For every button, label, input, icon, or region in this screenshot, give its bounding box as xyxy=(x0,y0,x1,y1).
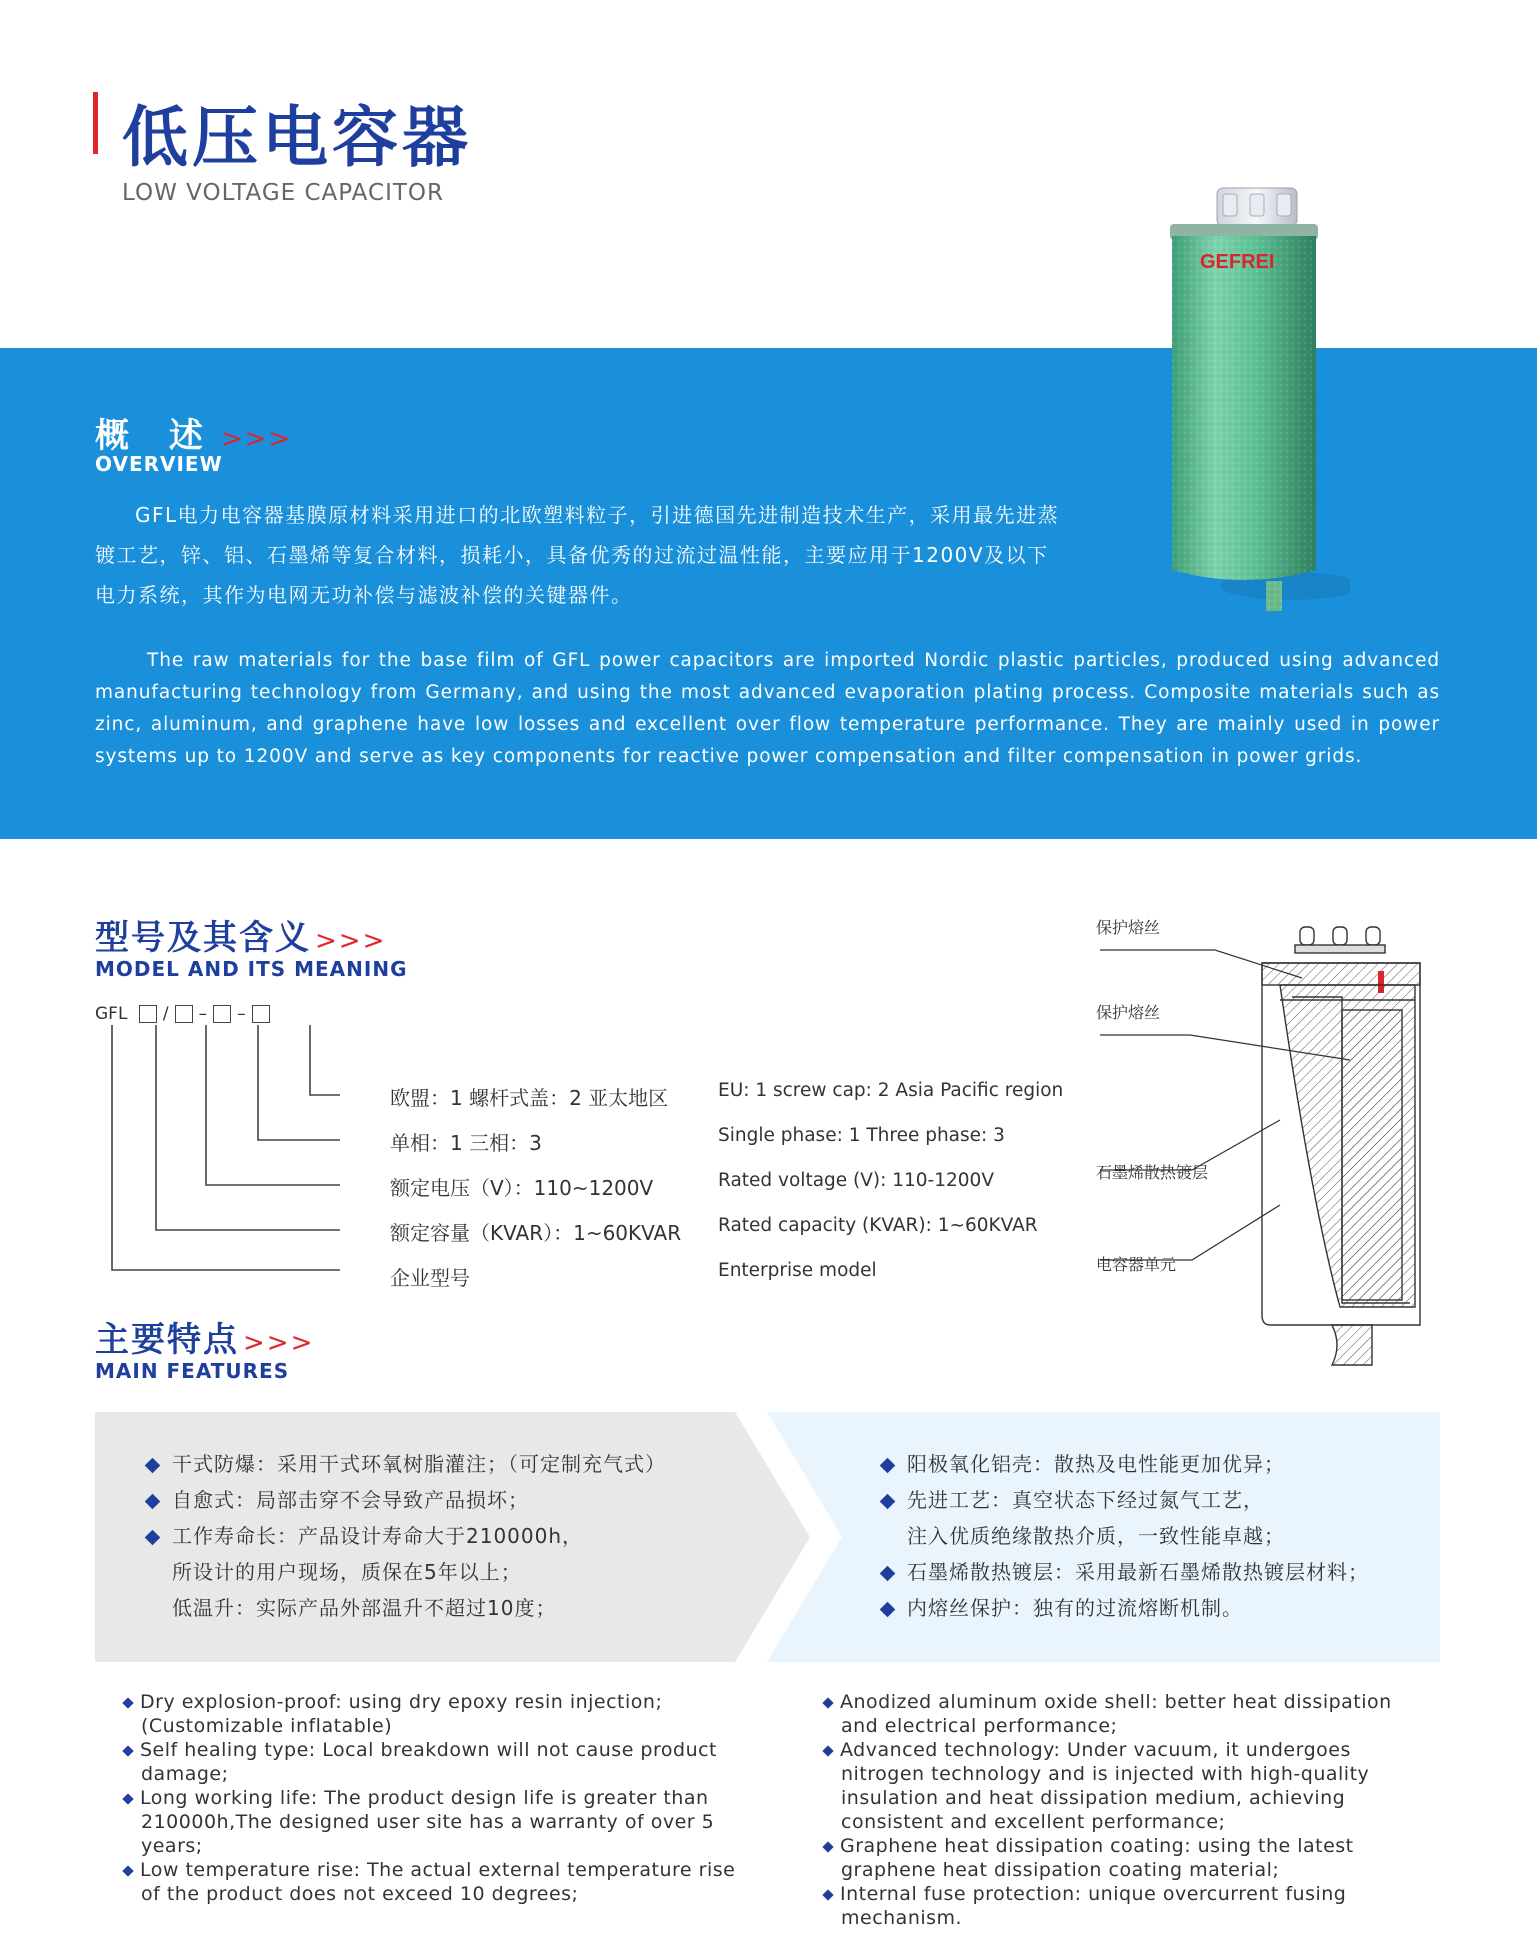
diamond-bullet-icon xyxy=(122,1745,133,1756)
feature-en-item: Internal fuse protection: unique overcurrent fusing xyxy=(824,1882,1424,1906)
title-arrows: >>> xyxy=(315,926,387,956)
diagram-label: 保护熔丝 xyxy=(1096,918,1161,937)
features-right-cn xyxy=(882,1446,1369,1626)
feature-en-cont: mechanism. xyxy=(841,1907,963,1929)
feature-item: 工作寿命长：产品设计寿命大于210000h， xyxy=(147,1518,666,1554)
diagram-label: 石墨烯散热镀层 xyxy=(1096,1163,1209,1182)
title-arrows: >>> xyxy=(220,424,293,454)
feature-item-cont: 所设计的用户现场，质保在5年以上； xyxy=(172,1560,522,1584)
model-item-cn: 单相：1 三相：3 xyxy=(390,1131,542,1155)
feature-en-item: Dry explosion-proof: using dry epoxy resin injection; xyxy=(124,1690,764,1714)
feature-en-cont: consistent and excellent performance; xyxy=(841,1811,1226,1833)
diamond-bullet-icon xyxy=(122,1697,133,1708)
diamond-bullet-icon xyxy=(145,1530,161,1546)
title-accent-bar xyxy=(93,92,98,154)
feature-en-cont: insulation and heat dissipation medium, achieving xyxy=(841,1787,1346,1809)
feature-en-item: Self healing type: Local breakdown will not cause product xyxy=(124,1738,764,1762)
capacitor-cross-section-diagram xyxy=(1080,905,1440,1375)
feature-item: 石墨烯散热镀层：采用最新石墨烯散热镀层材料； xyxy=(882,1554,1369,1590)
diamond-bullet-icon xyxy=(822,1697,833,1708)
feature-item-cont: 低温升：实际产品外部温升不超过10度； xyxy=(172,1596,557,1620)
model-title-en: MODEL AND ITS MEANING xyxy=(95,957,408,981)
diamond-bullet-icon xyxy=(880,1602,896,1618)
overview-text-cn: GFL电力电容器基膜原材料采用进口的北欧塑料粒子，引进德国先进制造技术生产，采用最先进蒸镀工艺，锌、铝、石墨烯等复合材料，损耗小，具备优秀的过流过温性能，主要应用于1200V及以下电力系统，其作为电网无功补偿与滤波补偿的关键器件。 xyxy=(95,503,1060,607)
features-title: 主要特点 >>> xyxy=(95,1320,315,1360)
feature-en-item: Long working life: The product design life is greater than xyxy=(124,1786,764,1810)
brand-logo: GEFREI xyxy=(1200,251,1275,273)
model-prefix: GFL xyxy=(95,1004,128,1024)
feature-item-cont: 注入优质绝缘散热介质，一致性能卓越； xyxy=(907,1524,1285,1548)
model-item-en: Rated capacity (KVAR): 1~60KVAR xyxy=(718,1215,1038,1236)
model-item-en: EU: 1 screw cap: 2 Asia Pacific region xyxy=(718,1080,1064,1101)
model-item-en: Enterprise model xyxy=(718,1260,877,1281)
model-item-cn: 欧盟：1 螺杆式盖：2 亚太地区 xyxy=(390,1086,669,1110)
feature-en-item: Graphene heat dissipation coating: using the latest xyxy=(824,1834,1424,1858)
page-title: 低压电容器 xyxy=(122,99,472,176)
title-arrows: >>> xyxy=(243,1328,315,1358)
feature-item: 阳极氧化铝壳：散热及电性能更加优异； xyxy=(882,1446,1369,1482)
diamond-bullet-icon xyxy=(822,1745,833,1756)
model-code xyxy=(95,1004,276,1024)
diamond-bullet-icon xyxy=(145,1494,161,1510)
diagram-label: 电容器单元 xyxy=(1096,1255,1177,1274)
page-subtitle: LOW VOLTAGE CAPACITOR xyxy=(122,180,444,206)
features-right-en xyxy=(824,1690,1424,1930)
placeholder-box xyxy=(213,1005,231,1023)
overview-title-en: OVERVIEW xyxy=(95,452,223,476)
feature-en-cont: (Customizable inflatable) xyxy=(141,1715,393,1737)
feature-en-cont: 210000h,The designed user site has a warranty of over 5 xyxy=(141,1811,715,1833)
model-item-cn: 企业型号 xyxy=(390,1266,470,1290)
feature-en-cont: of the product does not exceed 10 degrees; xyxy=(141,1883,579,1905)
features-title-en: MAIN FEATURES xyxy=(95,1359,290,1383)
diamond-bullet-icon xyxy=(822,1889,833,1900)
model-leader-lines xyxy=(100,1025,340,1285)
feature-item: 自愈式：局部击穿不会导致产品损坏； xyxy=(147,1482,666,1518)
diamond-bullet-icon xyxy=(880,1458,896,1474)
feature-en-item: Advanced technology: Under vacuum, it undergoes xyxy=(824,1738,1424,1762)
feature-item: 先进工艺：真空状态下经过氮气工艺， xyxy=(882,1482,1369,1518)
feature-en-item: Low temperature rise: The actual external temperature rise xyxy=(124,1858,764,1882)
model-sep: – xyxy=(198,1004,208,1024)
feature-en-cont: and electrical performance; xyxy=(841,1715,1118,1737)
feature-en-cont: damage; xyxy=(141,1763,229,1785)
model-item-en: Rated voltage (V): 110-1200V xyxy=(718,1170,994,1191)
diagram-label: 保护熔丝 xyxy=(1096,1003,1161,1022)
feature-en-cont: years; xyxy=(141,1835,203,1857)
model-title: 型号及其含义 >>> xyxy=(95,918,387,958)
model-item-cn: 额定电压（V）：110~1200V xyxy=(390,1176,654,1200)
diamond-bullet-icon xyxy=(122,1865,133,1876)
placeholder-box xyxy=(175,1005,193,1023)
capacitor-product-image xyxy=(1160,186,1350,626)
diamond-bullet-icon xyxy=(145,1458,161,1474)
model-item-cn: 额定容量（KVAR）：1~60KVAR xyxy=(390,1221,682,1245)
overview-title: 概 述 >>> xyxy=(95,416,293,456)
placeholder-box xyxy=(139,1005,157,1023)
model-sep: / xyxy=(162,1004,169,1024)
overview-text-en: The raw materials for the base film of GFL power capacitors are imported Nordic plastic particles, produced using advanced manufacturing technology from Germany, and using the most advanced evaporation plating process. Composite materials such as zinc, aluminum, and graphene have low losses and excellent over flow temperature performance. They are mainly used in power systems up to 1200V and serve as key components for reactive power compensation and filter compensation in power grids. xyxy=(95,650,1440,767)
feature-en-item: Anodized aluminum oxide shell: better heat dissipation xyxy=(824,1690,1424,1714)
model-item-en: Single phase: 1 Three phase: 3 xyxy=(718,1125,1005,1146)
features-left-en xyxy=(124,1690,764,1906)
feature-en-cont: graphene heat dissipation coating material; xyxy=(841,1859,1280,1881)
diamond-bullet-icon xyxy=(880,1494,896,1510)
feature-item: 内熔丝保护：独有的过流熔断机制。 xyxy=(882,1590,1369,1626)
feature-en-cont: nitrogen technology and is injected with high-quality xyxy=(841,1763,1370,1785)
placeholder-box xyxy=(252,1005,270,1023)
model-sep: – xyxy=(237,1004,246,1024)
diamond-bullet-icon xyxy=(122,1793,133,1804)
diamond-bullet-icon xyxy=(822,1841,833,1852)
features-left-cn xyxy=(147,1446,666,1626)
feature-item: 干式防爆：采用干式环氧树脂灌注；（可定制充气式） xyxy=(147,1446,666,1482)
diamond-bullet-icon xyxy=(880,1566,896,1582)
